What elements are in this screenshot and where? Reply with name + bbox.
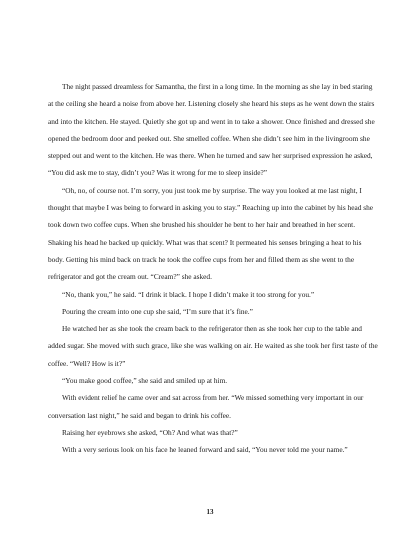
paragraph: “You make good coffee,” she said and smiled up at him. [62,376,228,386]
paragraph: With a very serious look on his face he leaned forward and said, “You never told me your name.” [62,445,348,455]
page-number: 13 [206,508,214,516]
paragraph: “No, thank you,” he said. “I drink it black. I hope I didn’t make it too strong for you.” [62,289,315,299]
paragraph: He watched her as she took the cream back to the refrigerator then as she took her cup to the table and added sugar. She moved with such grace, like she was walking on air. He waited as she took her first taste of the coffee. “Well? How is it?” [48,324,378,368]
paragraph: Pouring the cream into one cup she said, “I’m sure that it’s fine.” [62,306,253,316]
paragraph: “Oh, no, of course not. I’m sorry, you just took me by surprise. The way you looked at me last night, I thought that maybe I was being to forward in asking you to stay.” Reaching up into the cabinet by his head she took down two coffee cups. When she brushed his shoulder he bent to her hair and breathed in her scent. Shaking his head he backed up quickly. What was that scent? It permeated his senses bringing a heat to his body. Getting his mind back on track he took the coffee cups from her and filled them as she went to the refrigerator and got the cream out. “Cream?” she asked. [48,185,374,282]
paragraph: The night passed dreamless for Samantha, the first in a long time. In the morning as she lay in bed staring at the ceiling she heard a noise from above her. Listening closely she heard his steps as he went down the stairs and into the kitchen. He stayed. Quietly she got up and went in to take a shower. Once finished and dressed she opened the bedroom door and peeked out. She smelled coffee. When she didn’t see him in the livingroom she stepped out and went to the kitchen. He was there. When he turned and saw her surprised expression he asked, “You did ask me to stay, didn’t you? Was it wrong for me to sleep inside?” [48,82,375,178]
paragraph: Raising her eyebrows she asked, “Oh? And what was that?” [62,427,238,437]
paragraph: With evident relief he came over and sat across from her. “We missed something very important in our conversation last night,” he said and began to drink his coffee. [48,393,364,420]
body-text [48,78,378,459]
